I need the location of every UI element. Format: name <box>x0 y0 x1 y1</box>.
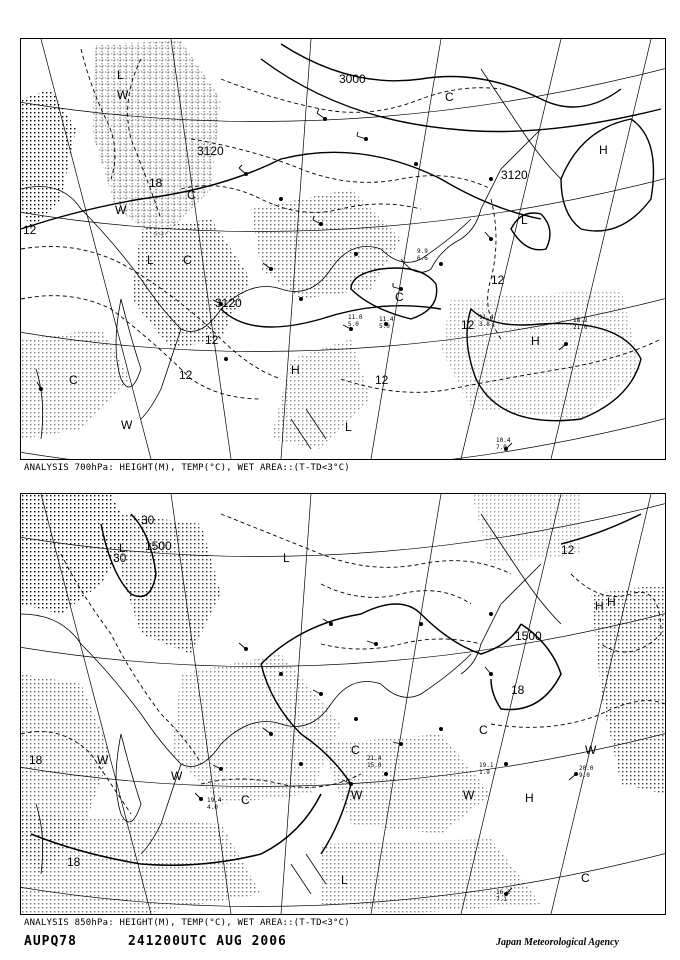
agency-name: Japan Meteorological Agency <box>496 937 619 948</box>
svg-text:C: C <box>479 723 488 737</box>
isotherm-label: 12 <box>491 273 505 287</box>
svg-text:C: C <box>445 90 454 104</box>
map-850hpa <box>21 494 665 914</box>
map-panel-850hpa <box>20 493 666 915</box>
svg-text:H: H <box>531 334 540 348</box>
svg-text:20.0: 20.0 <box>579 765 594 772</box>
valid-time: 241200UTC AUG 2006 <box>128 934 287 949</box>
svg-text:21.4: 21.4 <box>367 755 382 762</box>
svg-text:3.8: 3.8 <box>479 321 490 328</box>
svg-text:7.0: 7.0 <box>496 444 507 451</box>
svg-text:C: C <box>241 793 250 807</box>
isotherm-label: 18 <box>511 683 525 697</box>
contour-label: 3120 <box>501 168 528 182</box>
map-700hpa <box>21 39 665 459</box>
svg-text:W: W <box>115 203 127 217</box>
isotherm-label: 18 <box>149 176 163 190</box>
svg-text:L: L <box>341 873 348 887</box>
svg-text:L: L <box>345 420 352 434</box>
svg-text:19.4: 19.4 <box>207 797 222 804</box>
svg-text:21.0: 21.0 <box>573 324 588 331</box>
isotherm-label: 18 <box>29 753 43 767</box>
svg-text:W: W <box>351 788 363 802</box>
product-id: AUPQ78 <box>24 934 77 949</box>
contour-label: 3120 <box>215 296 242 310</box>
isotherm-label: 18 <box>67 855 81 869</box>
svg-text:H: H <box>607 595 616 609</box>
svg-text:W: W <box>121 418 133 432</box>
svg-text:19.1: 19.1 <box>479 762 494 769</box>
svg-text:C: C <box>395 290 404 304</box>
svg-text:5.0: 5.0 <box>379 323 390 330</box>
svg-text:11.4: 11.4 <box>379 316 394 323</box>
svg-text:L: L <box>147 253 154 267</box>
contour-label: 3120 <box>197 144 224 158</box>
svg-text:L: L <box>117 68 124 82</box>
isotherm-label: 12 <box>561 543 575 557</box>
isotherm-label: 12 <box>23 223 37 237</box>
svg-text:5.0: 5.0 <box>348 321 359 328</box>
svg-text:H: H <box>291 363 300 377</box>
contour-label: 3000 <box>339 72 366 86</box>
svg-text:H: H <box>599 143 608 157</box>
svg-text:H: H <box>595 599 604 613</box>
svg-text:1.9: 1.9 <box>479 769 490 776</box>
svg-text:9.0: 9.0 <box>579 772 590 779</box>
svg-text:W: W <box>585 743 597 757</box>
svg-text:H: H <box>525 791 534 805</box>
svg-text:W: W <box>117 88 129 102</box>
svg-text:9.9: 9.9 <box>417 248 428 255</box>
svg-text:C: C <box>183 253 192 267</box>
svg-text:C: C <box>351 743 360 757</box>
isotherm-label: 12 <box>375 373 389 387</box>
svg-text:W: W <box>171 769 183 783</box>
svg-text:16.2: 16.2 <box>496 889 511 896</box>
panel-caption-700hpa: ANALYSIS 700hPa: HEIGHT(M), TEMP(°C), WET AREA::(T-TD<3°C) <box>24 463 350 473</box>
svg-text:18.2: 18.2 <box>573 317 588 324</box>
svg-text:L: L <box>521 213 528 227</box>
isotherm-label: 12 <box>461 318 475 332</box>
svg-text:W: W <box>463 788 475 802</box>
contour-label: 1500 <box>145 539 172 553</box>
svg-text:7.1: 7.1 <box>496 896 507 903</box>
isotherm-label: 30 <box>141 513 155 527</box>
svg-text:C: C <box>69 373 78 387</box>
svg-text:10.4: 10.4 <box>496 437 511 444</box>
svg-text:4.0: 4.0 <box>207 804 218 811</box>
panel-caption-850hpa: ANALYSIS 850hPa: HEIGHT(M), TEMP(°C), WET AREA::(T-TD<3°C) <box>24 918 350 928</box>
svg-text:C: C <box>187 188 196 202</box>
svg-text:W: W <box>97 753 109 767</box>
isotherm-label: 12 <box>205 333 219 347</box>
svg-text:11.4: 11.4 <box>479 314 494 321</box>
map-panel-700hpa <box>20 38 666 460</box>
svg-text:11.0: 11.0 <box>348 314 363 321</box>
svg-text:15.0: 15.0 <box>367 762 382 769</box>
contour-label: 1500 <box>515 629 542 643</box>
svg-text:C: C <box>581 871 590 885</box>
svg-text:L: L <box>119 541 126 555</box>
svg-text:L: L <box>283 551 290 565</box>
svg-text:6.6: 6.6 <box>417 255 428 262</box>
isotherm-label: 12 <box>179 368 193 382</box>
isotherm-label: 30 <box>113 551 127 565</box>
